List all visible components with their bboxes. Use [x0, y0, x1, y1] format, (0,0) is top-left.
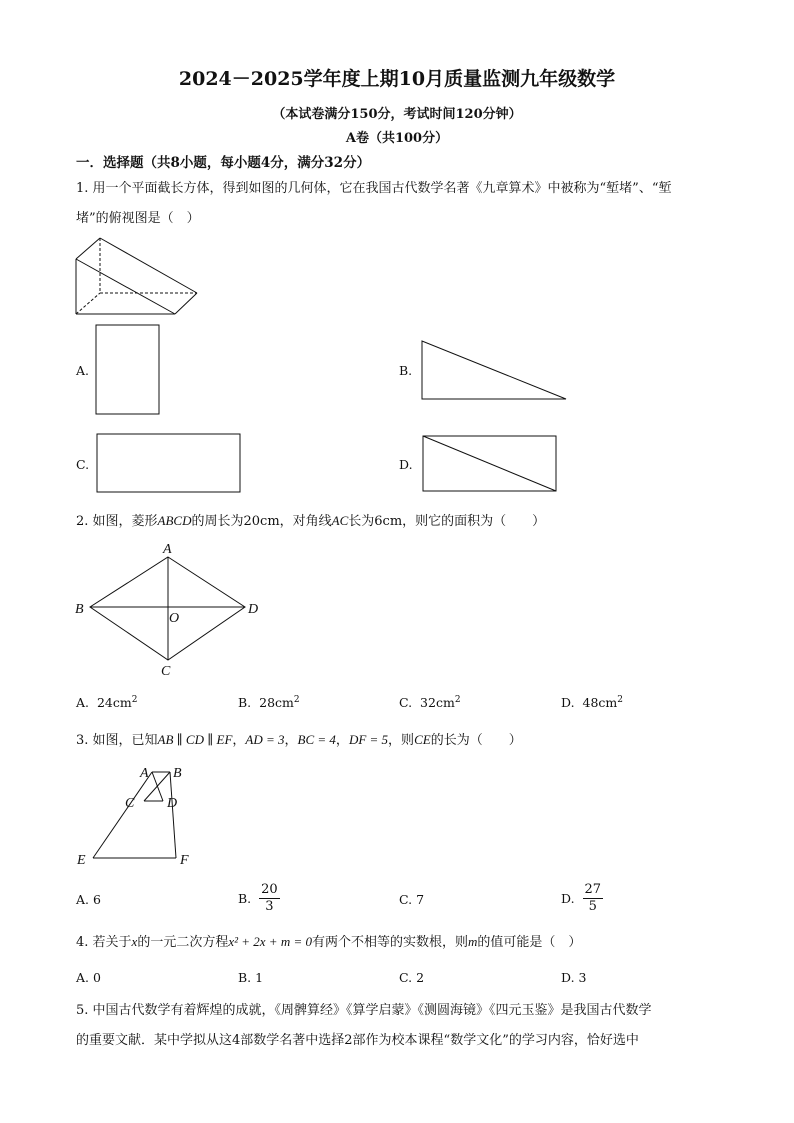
q1-option-c-label: C.	[76, 457, 90, 472]
q3-label-d: D	[167, 796, 178, 811]
q3-option-d: D. $\frac{27}{5}$	[561, 882, 602, 914]
q3-label-e: E	[77, 853, 86, 868]
q3-label-c: C	[125, 796, 135, 811]
q2-label-o: O	[169, 611, 180, 626]
q1-option-d-label: D.	[399, 457, 413, 472]
volume-label: A卷（共100分）	[345, 131, 449, 146]
q3-option-a: A. 6	[76, 892, 101, 907]
q4-stem: 4. 若关于x的一元二次方程x² + 2x + m = 0有两个不相等的实数根，则m的值可能是（ ）	[76, 934, 582, 950]
q2-option-a: A. $24cm^2$	[76, 695, 138, 711]
q3-label-b: B	[173, 766, 182, 781]
q2-stem: 2. 如图，菱形ABCD的周长为20cm，对角线AC长为6cm，则它的面积为（ ）	[76, 513, 546, 529]
q2-option-b: B. $28cm^2$	[238, 695, 300, 711]
q4-option-d: D. 3	[561, 970, 587, 985]
q2-label-b: B	[75, 602, 84, 617]
section-heading: 一．选择题（共8小题，每小题4分，满分32分）	[76, 155, 371, 171]
q2-label-d: D	[248, 602, 259, 617]
q3-option-b: B. $\frac{20}{3}$	[238, 882, 278, 914]
q1-option-b-label: B.	[399, 363, 413, 378]
q3-stem: 3. 如图，已知AB ∥ CD ∥ EF，AD = 3，BC = 4，DF = 5，则CE的长为（ ）	[76, 732, 522, 748]
q2-label-a: A	[163, 542, 172, 557]
exam-title: 2024－2025学年度上期10月质量监测九年级数学	[178, 68, 616, 90]
q3-label-a: A	[140, 766, 149, 781]
q5-stem-line2: 的重要文献．某中学拟从这4部数学名著中选择2部作为校本课程“数学文化”的学习内容，恰好选中	[76, 1033, 639, 1048]
q2-label-c: C	[161, 664, 171, 679]
q2-option-c: C. $32cm^2$	[399, 695, 461, 711]
q5-stem-line1: 5. 中国古代数学有着辉煌的成就，《周髀算经》《算学启蒙》《测圆海镜》《四元玉鉴》是我国古代数学	[76, 1003, 652, 1018]
exam-subtitle: （本试卷满分150分，考试时间120分钟）	[272, 107, 522, 122]
q1-stem-line1: 1. 用一个平面截长方体，得到如图的几何体，它在我国古代数学名著《九章算术》中被称为“堑堵”、“堑	[76, 181, 672, 196]
q3-option-c: C. 7	[399, 892, 425, 907]
q4-option-b: B. 1	[238, 970, 264, 985]
q2-option-d: D. $48cm^2$	[561, 695, 624, 711]
q3-label-f: F	[180, 853, 189, 868]
q4-option-c: C. 2	[399, 970, 425, 985]
q4-option-a: A. 0	[76, 970, 101, 985]
q1-option-a-label: A.	[76, 363, 90, 378]
q1-stem-line2: 堵”的俯视图是（ ）	[76, 211, 200, 226]
